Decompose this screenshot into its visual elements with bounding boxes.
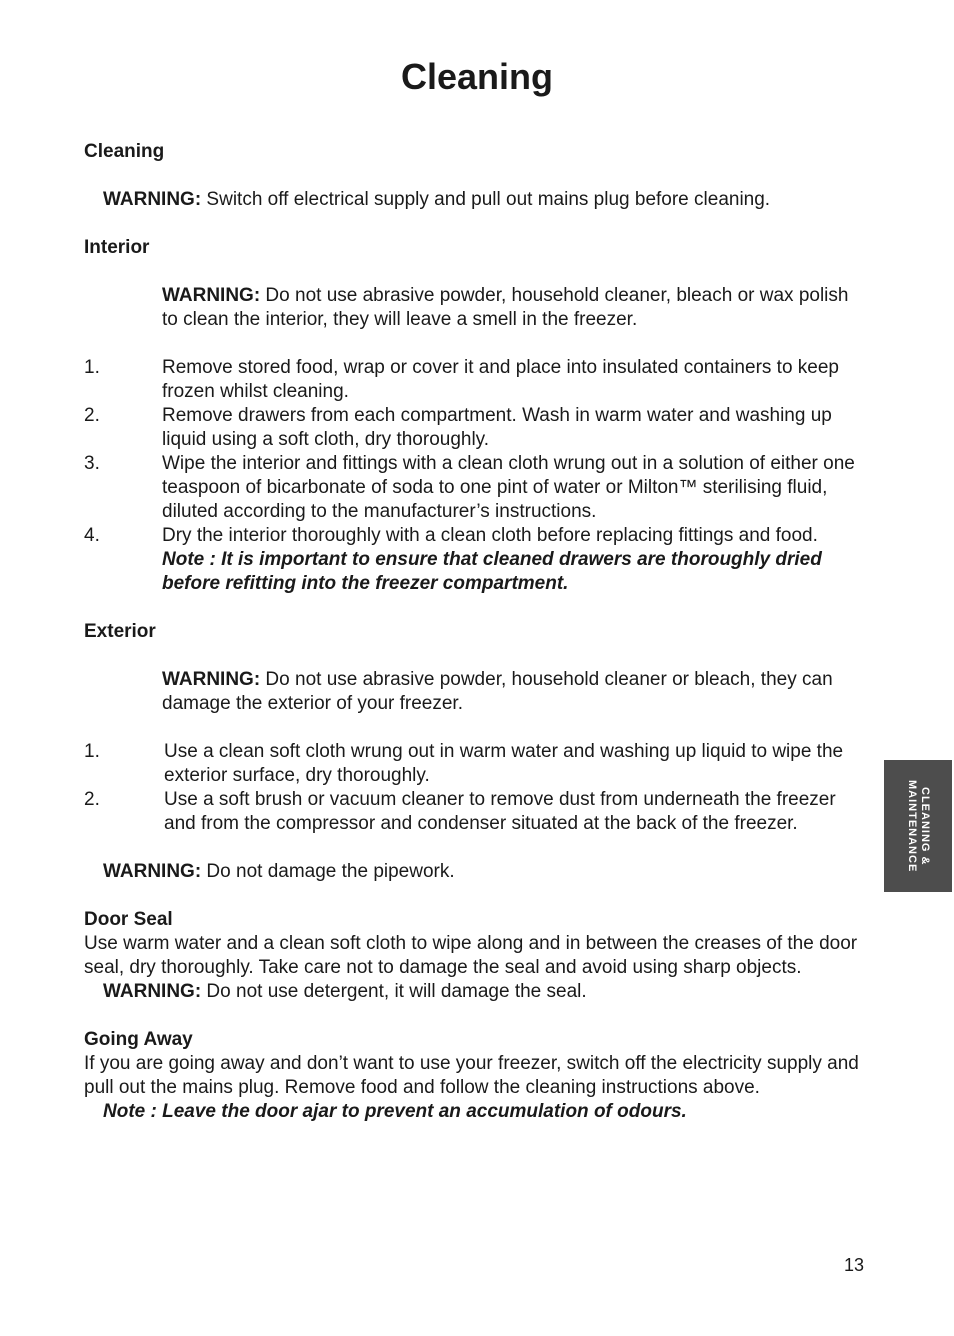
door-seal-body: Use warm water and a clean soft cloth to wipe along and in between the creases of the door seal, dry thoroughly. Take care not to damage the seal and avoid using sharp objects. [84, 933, 858, 978]
warning-text: Do not use abrasive powder, household cleaner or bleach, they can damage the exterior of your freezer. [162, 669, 833, 714]
section-heading-door-seal: Door Seal [84, 909, 173, 930]
warning-label: WARNING: [162, 285, 261, 306]
list-item [84, 404, 864, 452]
exterior-steps-list [84, 740, 864, 836]
warning-label: WARNING: [162, 669, 261, 690]
list-item [84, 524, 864, 548]
list-item-text: Remove drawers from each compartment. Wash in warm water and washing up liquid using a soft cloth, dry thoroughly. [162, 405, 832, 450]
section-heading-cleaning: Cleaning [84, 141, 165, 162]
list-item-number: 1. [84, 741, 100, 762]
list-item-number: 2. [84, 405, 100, 426]
list-item [84, 452, 864, 524]
section-heading-exterior: Exterior [84, 621, 156, 642]
warning-label: WARNING: [103, 981, 202, 1002]
warning-text: Do not use detergent, it will damage the seal. [201, 981, 587, 1002]
exterior-warning [84, 668, 864, 716]
going-away-note: Note : Leave the door ajar to prevent an accumulation of odours. [103, 1101, 687, 1122]
side-tab-label: CLEANING & MAINTENANCE [906, 779, 931, 873]
interior-note: Note : It is important to ensure that cleaned drawers are thoroughly dried before refitting into the freezer compartment. [162, 549, 822, 594]
interior-steps-list [84, 356, 864, 548]
list-item-text: Remove stored food, wrap or cover it and place into insulated containers to keep frozen whilst cleaning. [162, 357, 839, 402]
page-title: Cleaning [400, 56, 553, 97]
list-item-number: 3. [84, 453, 100, 474]
warning-text: Switch off electrical supply and pull out mains plug before cleaning. [201, 189, 771, 210]
list-item-text: Wipe the interior and fittings with a clean cloth wrung out in a solution of either one teaspoon of bicarbonate of soda to one pint of water or Milton™ sterilising fluid, diluted according to the manufacturer’s instructions. [162, 453, 855, 522]
section-heading-interior: Interior [84, 237, 150, 258]
section-heading-going-away: Going Away [84, 1029, 193, 1050]
warning-text: Do not damage the pipework. [201, 861, 455, 882]
warning-text: Do not use abrasive powder, household cleaner, bleach or wax polish to clean the interior, they will leave a smell in the freezer. [162, 285, 849, 330]
list-item-number: 2. [84, 789, 100, 810]
list-item [84, 740, 864, 788]
list-item-text: Dry the interior thoroughly with a clean cloth before replacing fittings and food. [162, 525, 818, 546]
section-side-tab [884, 760, 952, 892]
cleaning-warning [84, 188, 864, 212]
warning-label: WARNING: [103, 189, 202, 210]
exterior-warning-pipework [84, 860, 864, 884]
list-item-text: Use a soft brush or vacuum cleaner to remove dust from underneath the freezer and from the compressor and condenser situated at the back of the freezer. [164, 789, 836, 834]
warning-label: WARNING: [103, 861, 202, 882]
list-item [84, 788, 864, 836]
page-number: 13 [843, 1255, 864, 1275]
list-item-text: Use a clean soft cloth wrung out in warm water and washing up liquid to wipe the exterior surface, dry thoroughly. [164, 741, 844, 786]
document-body [84, 140, 864, 1124]
list-item [84, 356, 864, 404]
door-seal-warning [84, 980, 864, 1004]
interior-warning [84, 284, 864, 332]
list-item-number: 1. [84, 357, 100, 378]
going-away-body: If you are going away and don’t want to use your freezer, switch off the electricity supply and pull out the mains plug. Remove food and follow the cleaning instructions above. [84, 1053, 859, 1098]
list-item-number: 4. [84, 525, 100, 546]
